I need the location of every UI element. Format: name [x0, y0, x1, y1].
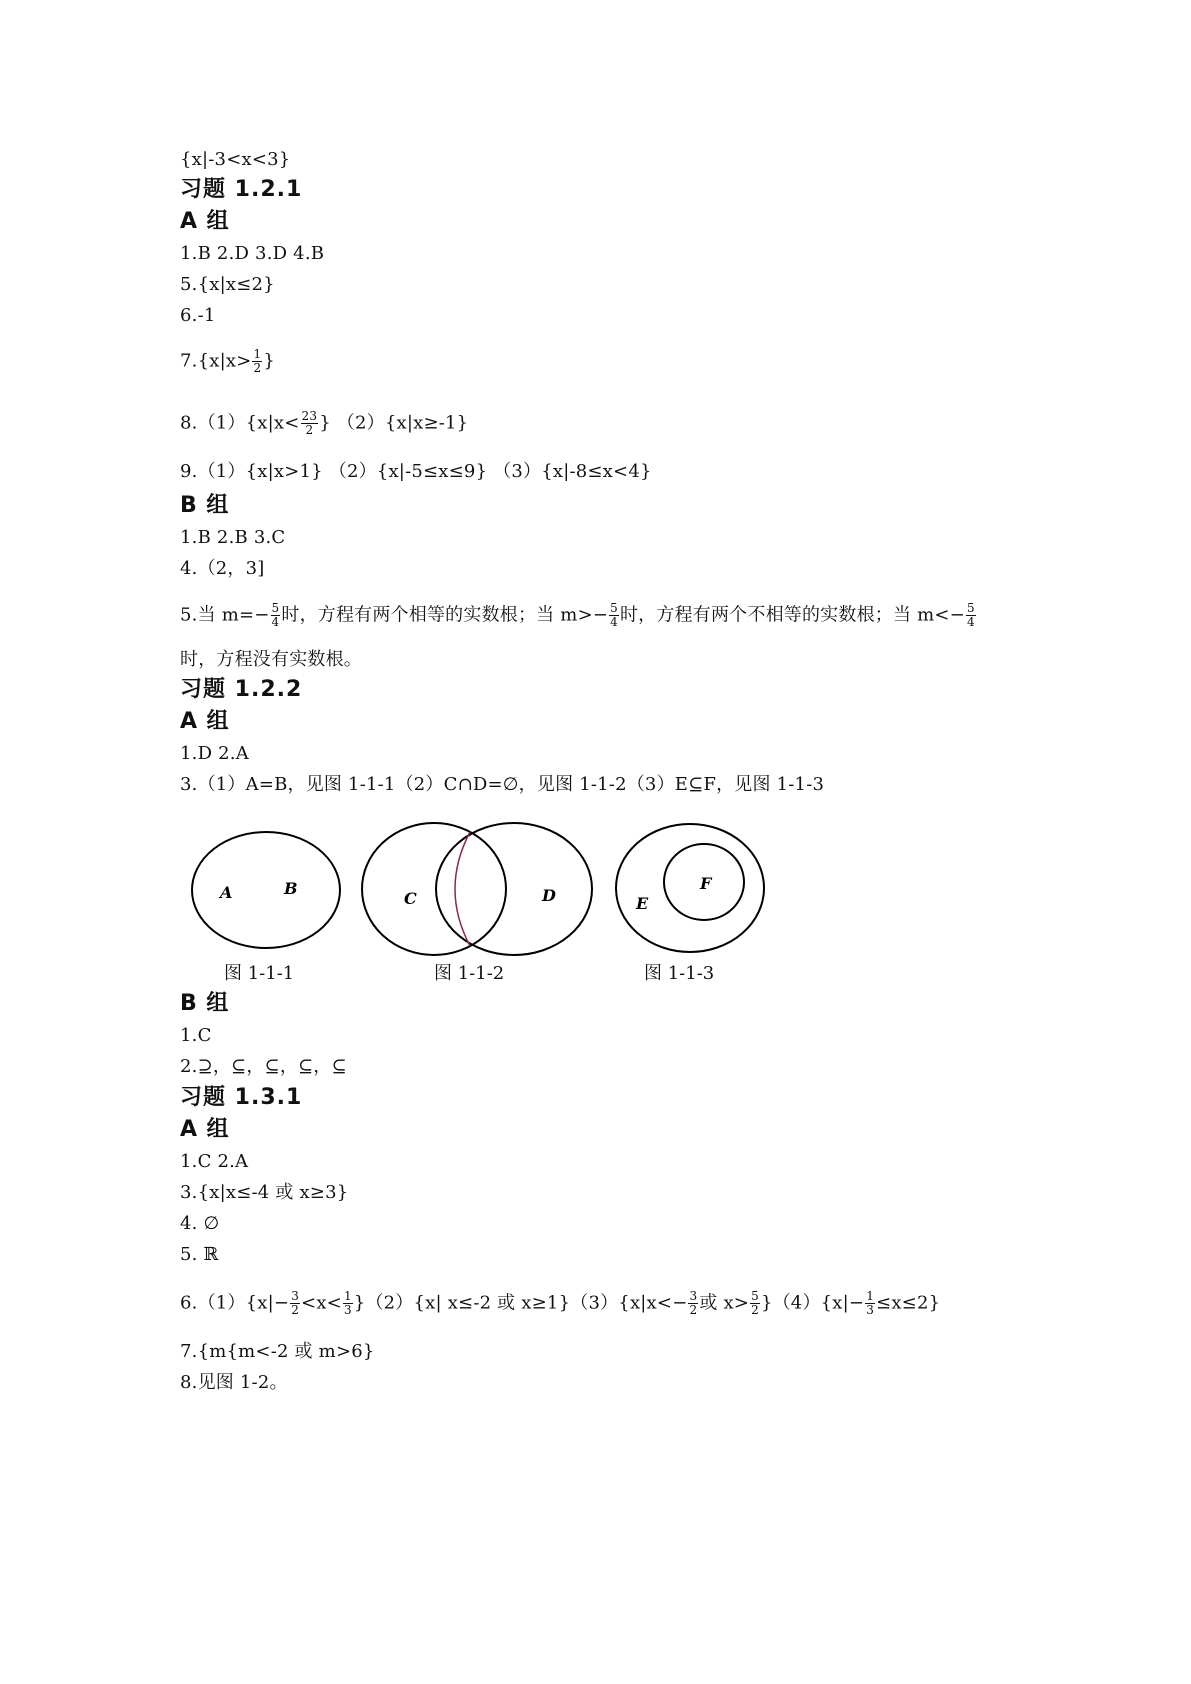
- answer-line: 1.C: [180, 1025, 212, 1046]
- fraction: $\frac{3}{2}$: [291, 1289, 300, 1317]
- fraction: $\frac{3}{2}$: [689, 1289, 698, 1317]
- group-heading-b: B 组: [180, 493, 230, 518]
- fraction: $\frac{5}{4}$: [271, 601, 280, 629]
- group-heading-a: A 组: [180, 709, 230, 734]
- set-label-d: D: [542, 886, 556, 905]
- figure-caption: 图 1-1-2: [434, 963, 505, 984]
- answer-line: 5.{x|x≤2}: [180, 274, 275, 295]
- answer-line: {x|-3<x<3}: [180, 149, 291, 170]
- fraction: $\frac{5}{4}$: [610, 601, 618, 629]
- answer-line: 8.（1）{x|x< $\frac{23}{2}$ } （2）{x|x≥-1}: [180, 409, 469, 437]
- answer-line: 时，方程没有实数根。: [180, 649, 362, 670]
- answer-line: 1.C 2.A: [180, 1151, 249, 1172]
- answer-line: 4.（2，3]: [180, 558, 265, 579]
- answer-line: 5.当 m=− $\frac{5}{4}$ 时，方程有两个相等的实数根；当 m>− $\frac{5}{4}$ 时，方程有两个不相等的实数根；当 m<− $\frac{5}{4}$: [180, 601, 975, 629]
- fraction: $\frac{1}{3}$: [343, 1289, 352, 1317]
- answer-line: 4. ∅: [180, 1213, 220, 1234]
- answer-line: 7.{x|x> $\frac{1}{2}$ }: [180, 347, 275, 375]
- section-heading-1-2-1: 习题 1.2.1: [180, 177, 303, 202]
- fraction: $\frac{1}{2}$: [253, 347, 262, 375]
- answer-line: 9.（1）{x|x>1} （2）{x|-5≤x≤9} （3）{x|-8≤x<4}: [180, 461, 652, 482]
- answer-line: 5. ℝ: [180, 1244, 219, 1265]
- answer-line: 1.B 2.D 3.D 4.B: [180, 243, 325, 264]
- answer-line: 7.{m{m<-2 或 m>6}: [180, 1341, 375, 1362]
- fraction: $\frac{5}{2}$: [751, 1289, 759, 1317]
- group-heading-b: B 组: [180, 991, 230, 1016]
- set-label-c: C: [404, 889, 417, 908]
- answer-line: 3.（1）A=B，见图 1-1-1（2）C∩D=∅，见图 1-1-2（3）E⊆F，见图 1-1-3: [180, 774, 825, 795]
- group-heading-a: A 组: [180, 209, 230, 234]
- set-label-e: E: [636, 894, 649, 913]
- fraction: $\frac{23}{2}$: [301, 409, 318, 437]
- section-heading-1-2-2: 习题 1.2.2: [180, 677, 303, 702]
- answer-line: 6.（1）{x|− $\frac{3}{2}$ <x< $\frac{1}{3}$ }（2）{x| x≤-2 或 x≥1}（3）{x|x<− $\frac{3}{2}$ 或 x> $\frac{5}{2}$ }（4）{x|− $\frac{1}{3}$ ≤x≤2}: [180, 1289, 941, 1317]
- figure-1-1-3: [612, 820, 772, 962]
- set-label-b: B: [284, 879, 298, 898]
- fraction: $\frac{1}{3}$: [866, 1289, 875, 1317]
- figure-1-1-1: [188, 828, 348, 952]
- answer-line: 6.-1: [180, 305, 216, 326]
- answer-line: 2.⊇，⊆，⊆，⊆，⊆: [180, 1056, 347, 1077]
- answer-line: 1.D 2.A: [180, 743, 249, 764]
- group-heading-a: A 组: [180, 1117, 230, 1142]
- answer-line: 1.B 2.B 3.C: [180, 527, 286, 548]
- set-label-a: A: [220, 883, 233, 902]
- fraction: $\frac{5}{4}$: [966, 601, 975, 629]
- answer-line: 8.见图 1-2。: [180, 1372, 288, 1393]
- set-label-f: F: [700, 874, 712, 893]
- section-heading-1-3-1: 习题 1.3.1: [180, 1085, 303, 1110]
- figure-caption: 图 1-1-1: [224, 963, 295, 984]
- figure-caption: 图 1-1-3: [644, 963, 715, 984]
- figure-1-1-2: [358, 816, 598, 962]
- answer-line: 3.{x|x≤-4 或 x≥3}: [180, 1182, 349, 1203]
